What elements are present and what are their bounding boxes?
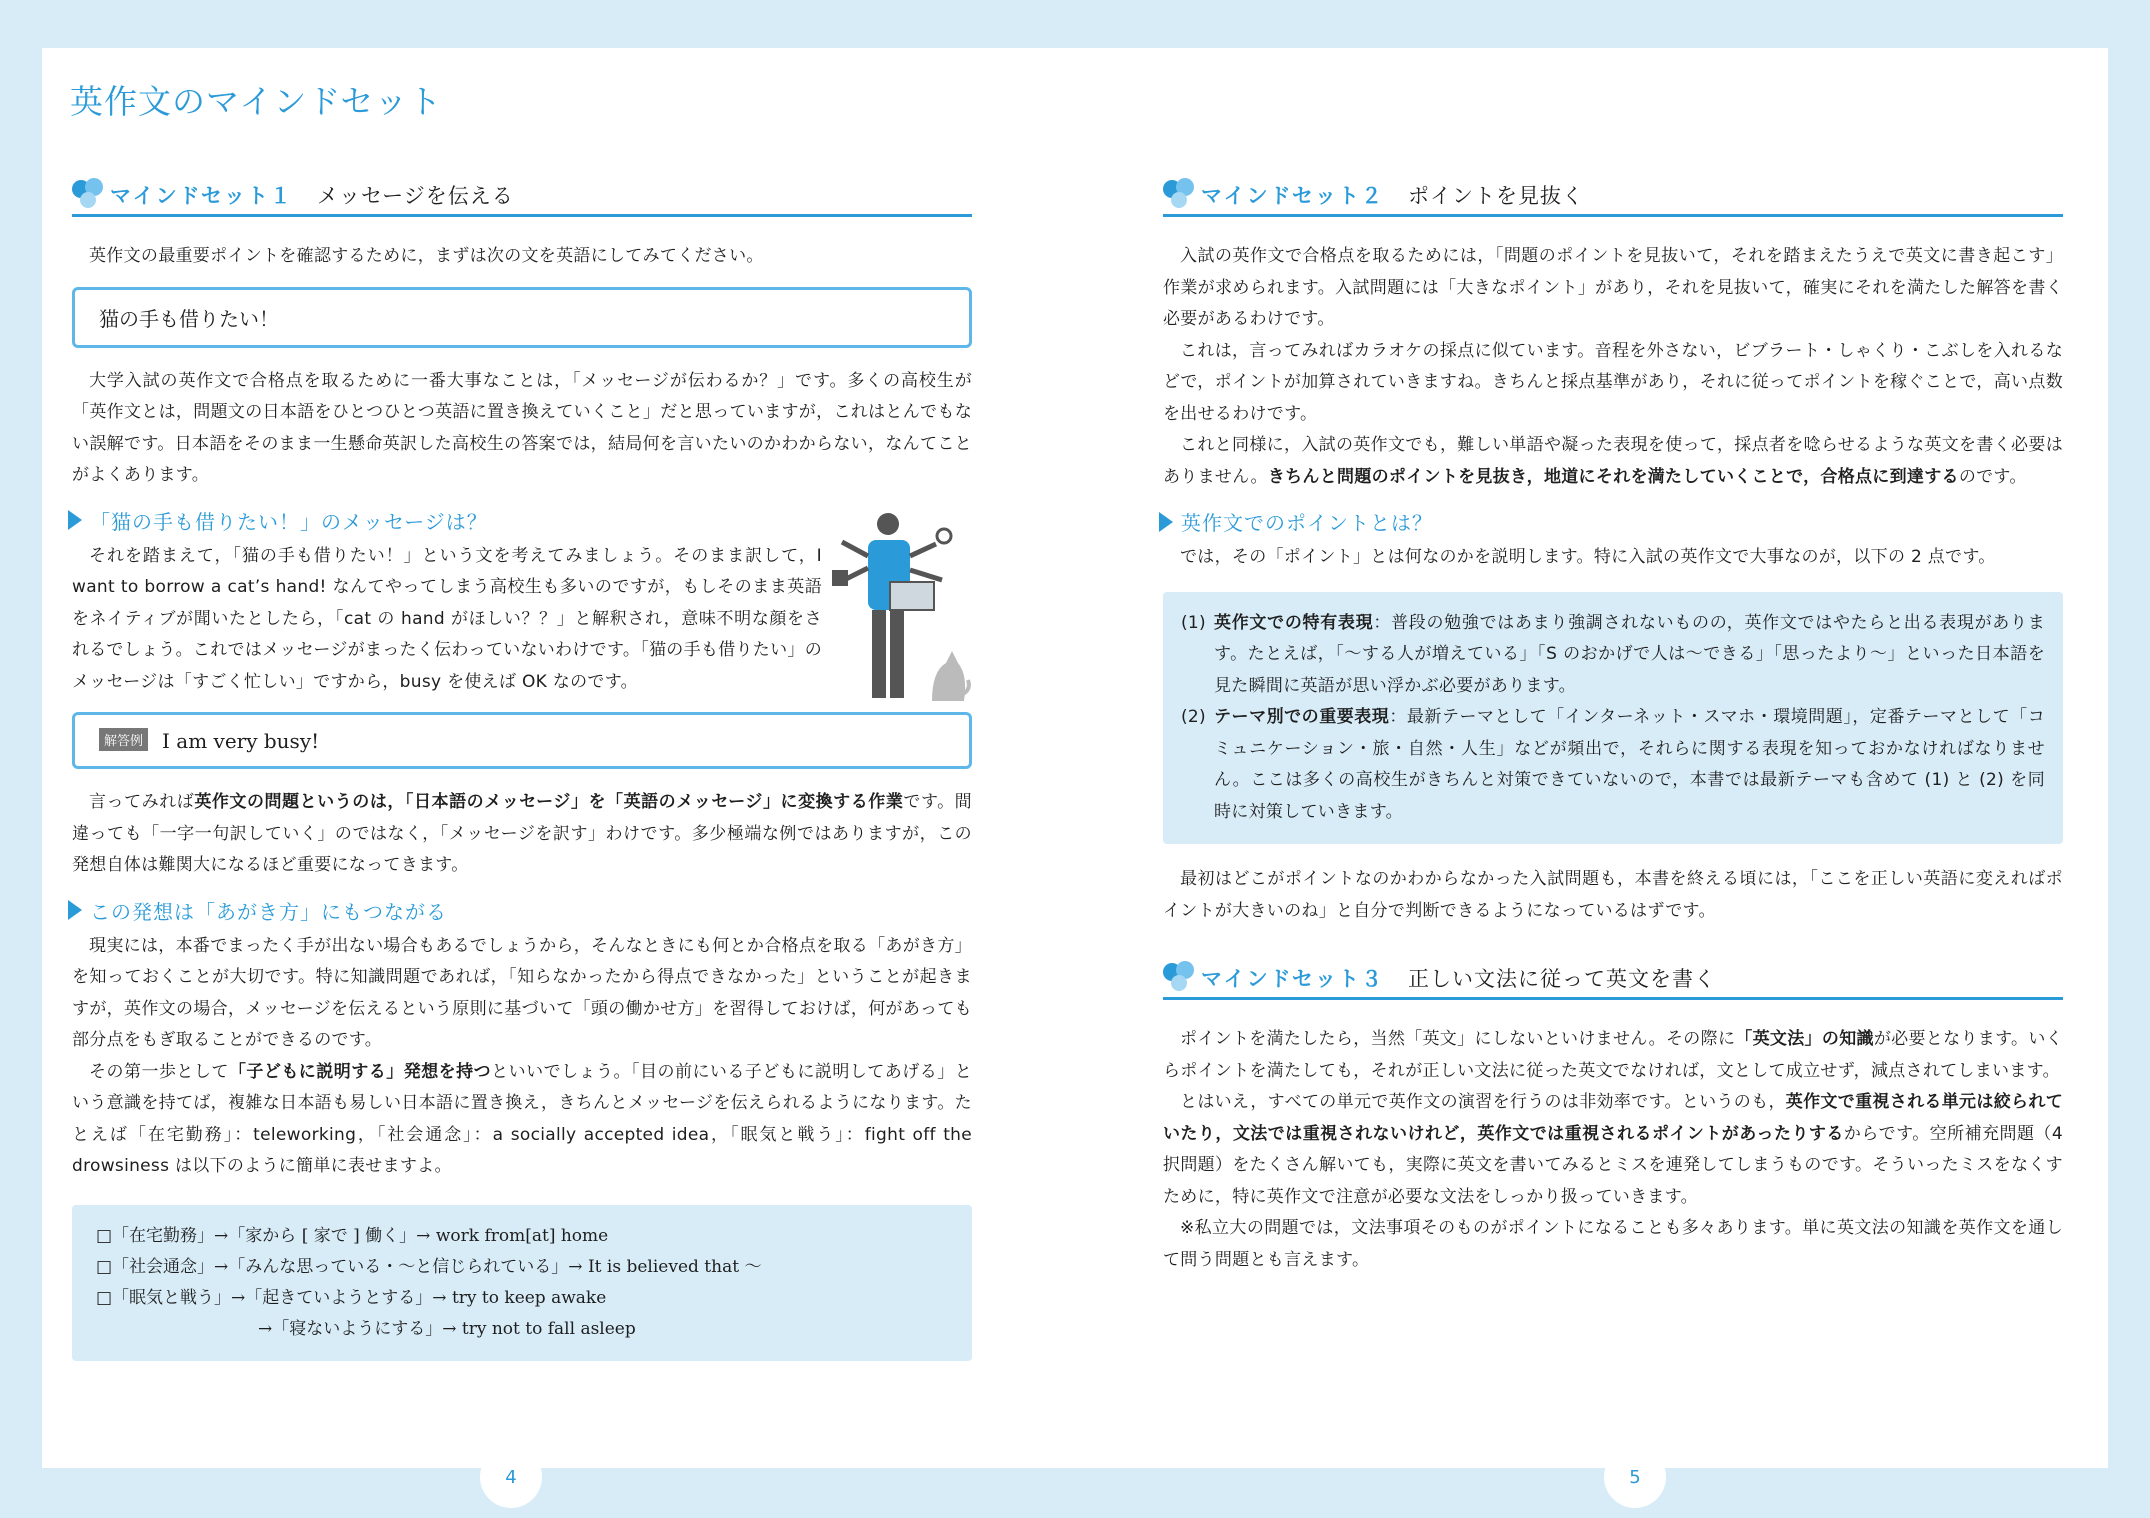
paragraph: ※私立大の問題では，文法事項そのものがポイントになることも多々あります。単に英文法の知識を英作文を通して問う問題とも言えます。 [1163, 1218, 2063, 1270]
section-number: マインドセット３ [1201, 967, 1384, 991]
point-box [1163, 592, 2063, 845]
phrase-item: →「寝ないようにする」→ try not to fall asleep [258, 1318, 636, 1339]
point-number: (2) [1181, 707, 1206, 727]
bubble-icon [1163, 959, 1195, 993]
point-text: 英作文での特有表現：普段の勉強ではあまり強調されないものの，英作文ではやたらと出る表現があります。たとえば，「〜する人が増えている」「S のおかげで人は〜できる」「思ったより〜」といった日本語を見た瞬間に英語が思い浮かぶ必要があります。 [1214, 612, 2046, 696]
section-number: マインドセット２ [1201, 184, 1384, 208]
paragraph: とはいえ，すべての単元で英作文の演習を行うのは非効率です。というのも，英作文で重視される単元は絞られていたり，文法では重視されないけれど，英作文では重視されるポイントがあったりするからです。空所補充問題（4 択問題）をたくさん解いても，実際に英文を書いてみるとミスを連発してしまうものです。そういったミスをなくすために，特に英作文で注意が必要な文法をしっかり扱っていきます。 [1163, 1092, 2064, 1207]
section-header-2 [1163, 170, 2063, 217]
paragraph: ポイントを満たしたら，当然「英文」にしないといけません。その際に「英文法」の知識が必要となります。いくらポイントを満たしても，それが正しい文法に従った英文でなければ，文として成立せず，減点されてしまいます。 [1163, 1029, 2063, 1081]
paragraph: これと同様に，入試の英作文でも，難しい単語や凝った表現を使って，採点者を唸らせるような英文を書く必要はありません。きちんと問題のポイントを見抜き，地道にそれを満たしていくことで，合格点に到達するのです。 [1163, 435, 2063, 487]
paragraph: それを踏まえて，「猫の手も借りたい！」という文を考えてみましょう。そのまま訳して，I want to borrow a cat’s hand! なんてやってしまう高校生も多いのですが，もしそのまま英語をネイティブが聞いたとしたら，「cat の hand がほしい？？」と解釈され，意味不明な顔をされるでしょう。これではメッセージがまったく伝わっていないわけです。「猫の手も借りたい」のメッセージは「すごく忙しい」ですから，busy を使えば OK なのです。 [72, 545, 822, 692]
page-number-left: 4 [480, 1446, 542, 1508]
paragraph: 最初はどこがポイントなのかわからなかった入試問題も，本書を終える頃には，「ここを正しい英語に変えればポイントが大きいのね」と自分で判断できるようになっているはずです。 [1163, 869, 2063, 921]
answer-text: I am very busy! [162, 729, 320, 753]
point-text: テーマ別での重要表現：最新テーマとして「インターネット・スマホ・環境問題」，定番テーマとして「コミュニケーション・旅・自然・人生」などが頻出で，それらに関する表現を知っておかなければなりません。ここは多くの高校生がきちんと対策できていないので，本書では最新テーマも含めて (1) と (2) を同時に対策していきます。 [1214, 707, 2046, 822]
triangle-icon [68, 510, 82, 530]
bubble-icon [72, 176, 104, 210]
paragraph: 入試の英作文で合格点を取るためには，「問題のポイントを見抜いて，それを踏まえたうえで英文に書き起こす」作業が求められます。入試問題には「大きなポイント」があり，それを見抜いて，確実にそれを満たした解答を書く必要があるわけです。 [1163, 246, 2063, 329]
answer-box [72, 712, 972, 769]
left-column [72, 170, 972, 1361]
bubble-icon [1163, 176, 1195, 210]
paragraph: その第一歩として「子どもに説明する」発想を持つといいでしょう。「目の前にいる子どもに説明してあげる」という意識を持てば，複雑な日本語も易しい日本語に置き換え，きちんとメッセージを伝えられるようになります。たとえば「在宅勤務」：teleworking，「社会通念」：a socially accepted idea，「眠気と戦う」：fight off the drowsiness は以下のように簡単に表せますよ。 [72, 1061, 973, 1176]
paragraph: では，その「ポイント」とは何なのかを説明します。特に入試の英作文で大事なのが，以下の 2 点です。 [1180, 547, 1996, 567]
phrase-box [72, 1205, 972, 1361]
page-number-right: 5 [1604, 1446, 1666, 1508]
sub-heading-text: この発想は「あがき方」にもつながる [90, 899, 447, 924]
paragraph: 現実には，本番でまったく手が出ない場合もあるでしょうから，そんなときにも何とか合格点を取る「あがき方」を知っておくことが大切です。特に知識問題であれば，「知らなかったから得点できなかった」ということが起きますが，英作文の場合，メッセージを伝えるという原則に基づいて「頭の働かせ方」を習得しておけば，何があっても部分点をもぎ取ることができるのです。 [72, 935, 972, 1050]
busy-person-illustration [832, 506, 972, 716]
paragraph: 言ってみれば英作文の問題というのは，「日本語のメッセージ」を「英語のメッセージ」に変換する作業です。間違っても「一字一句訳していく」のではなく，「メッセージを訳す」わけです。多少極端な例ではありますが，この発想自体は難関大になるほど重要になってきます。 [72, 792, 972, 875]
sub-heading-2 [68, 896, 972, 925]
section-header-3 [1163, 953, 2063, 1000]
sub-heading-text: 「猫の手も借りたい！」のメッセージは？ [90, 509, 488, 534]
section-number: マインドセット１ [110, 184, 293, 208]
right-column [1163, 170, 2063, 1276]
sub-heading-text: 英作文でのポイントとは？ [1181, 511, 1433, 535]
point-item [1181, 702, 2045, 828]
prompt-box: 猫の手も借りたい！ [72, 287, 972, 348]
paragraph: これは，言ってみればカラオケの採点に似ています。音程を外さない，ビブラート・しゃくり・こぶしを入れるなどで，ポイントが加算されていきますね。きちんと採点基準があり，それに従ってポイントを稼ぐことで，高い点数を出せるわけです。 [1163, 340, 2063, 424]
point-number: (1) [1181, 612, 1206, 633]
triangle-icon [1159, 512, 1173, 532]
point-item [1181, 608, 2045, 703]
phrase-item: □「在宅勤務」→「家から [ 家で ] 働く」→ work from[at] home [96, 1225, 609, 1246]
section-title: メッセージを伝える [316, 184, 514, 208]
section-title: 正しい文法に従って英文を書く [1407, 967, 1716, 991]
paragraph: 大学入試の英作文で合格点を取るために一番大事なことは，「メッセージが伝わるか？」です。多くの高校生が「英作文とは，問題文の日本語をひとつひとつ英語に置き換えていくこと」だと思っていますが，これはとんでもない誤解です。日本語をそのまま一生懸命英訳した高校生の答案では，結局何を言いたいのかわからない，なんてことがよくあります。 [72, 370, 972, 485]
page-title: 英作文のマインドセット [70, 82, 443, 121]
phrase-item: □「社会通念」→「みんな思っている・〜と信じられている」→ It is believed that 〜 [96, 1256, 762, 1277]
phrase-item: □「眠気と戦う」→「起きていようとする」→ try to keep awake [96, 1287, 607, 1308]
sub-heading-3 [1159, 507, 2063, 536]
intro-text: 英作文の最重要ポイントを確認するために，まずは次の文を英語にしてみてください。 [89, 246, 764, 266]
answer-tag: 解答例 [99, 728, 148, 751]
section-header-1 [72, 170, 972, 217]
section-title: ポイントを見抜く [1407, 184, 1584, 208]
sub-section-1 [72, 506, 972, 699]
triangle-icon [68, 900, 82, 920]
